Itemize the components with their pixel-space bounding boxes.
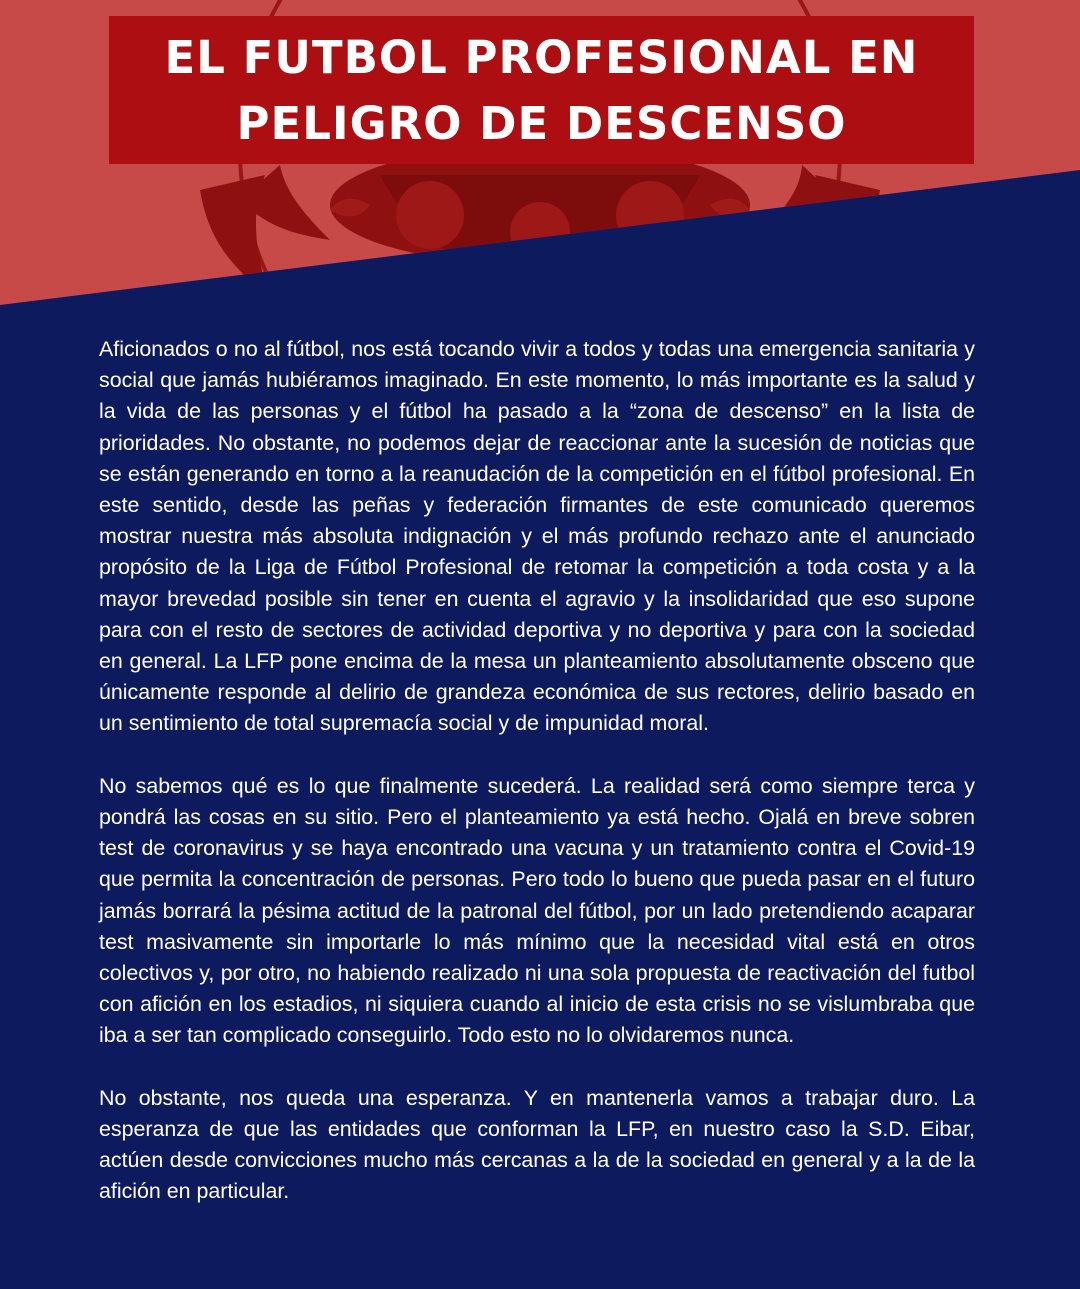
paragraph-1: Aficionados o no al fútbol, nos está tocando vivir a todos y todas una emergencia sanitaria y social que jamás hubiéramos imaginado. En este momento, lo más importante es la salud y la vida de las personas y el fútbol ha pasado a la “zona de descenso” en la lista de prioridades. No obstante, no podemos dejar de reaccionar ante la sucesión de noticias que se están generando en torno a la reanudación de la competición en el fútbol profesional. En este sentido, desde las peñas y federación firmantes de este comunicado queremos mostrar nuestra más absoluta indignación y el más profundo rechazo ante el anunciado propósito de la Liga de Fútbol Profesional de retomar la competición a toda costa y a la mayor brevedad posible sin tener en cuenta el agravio y la insolidaridad que eso supone para con el resto de sectores de actividad deportiva y no deportiva y para con la sociedad en general. La LFP pone encima de la mesa un planteamiento absolutamente obsceno que únicamente responde al delirio de grandeza económica de sus rectores, delirio basado en un sentimiento de total supremacía social y de impunidad moral.	[99, 337, 975, 736]
paragraph-3: No obstante, nos queda una esperanza. Y en mantenerla vamos a trabajar duro. La esperanza de que las entidades que conforman la LFP, en nuestro caso la S.D. Eibar, actúen desde convicciones mucho más cercanas a la de la sociedad en general y a la de la afición en particular.	[99, 1085, 975, 1204]
title-line-2: PELIGRO DE DESCENSO	[236, 97, 847, 150]
title-banner	[109, 16, 974, 164]
paragraph-2: No sabemos qué es lo que finalmente sucederá. La realidad será como siempre terca y pondrá las cosas en su sitio. Pero el planteamiento ya está hecho. Ojalá en breve sobren test de coronavirus y se haya encontrado una vacuna y un tratamiento contra el Covid-19 que permita la concentración de personas. Pero todo lo bueno que pueda pasar en el futuro jamás borrará la pésima actitud de la patronal del fútbol, por un lado pretendiendo acaparar test masivamente sin importarle lo más mínimo que la necesidad vital está en otros colectivos y, por otro, no habiendo realizado ni una sola propuesta de reactivación del futbol con afición en los estadios, ni siquiera cuando al inicio de esta crisis no se vislumbraba que iba a ser tan complicado conseguirlo. Todo esto no lo olvidaremos nunca.	[99, 773, 975, 1048]
title-line-1: EL FUTBOL PROFESIONAL EN	[164, 31, 919, 84]
statement-body	[99, 334, 975, 1208]
